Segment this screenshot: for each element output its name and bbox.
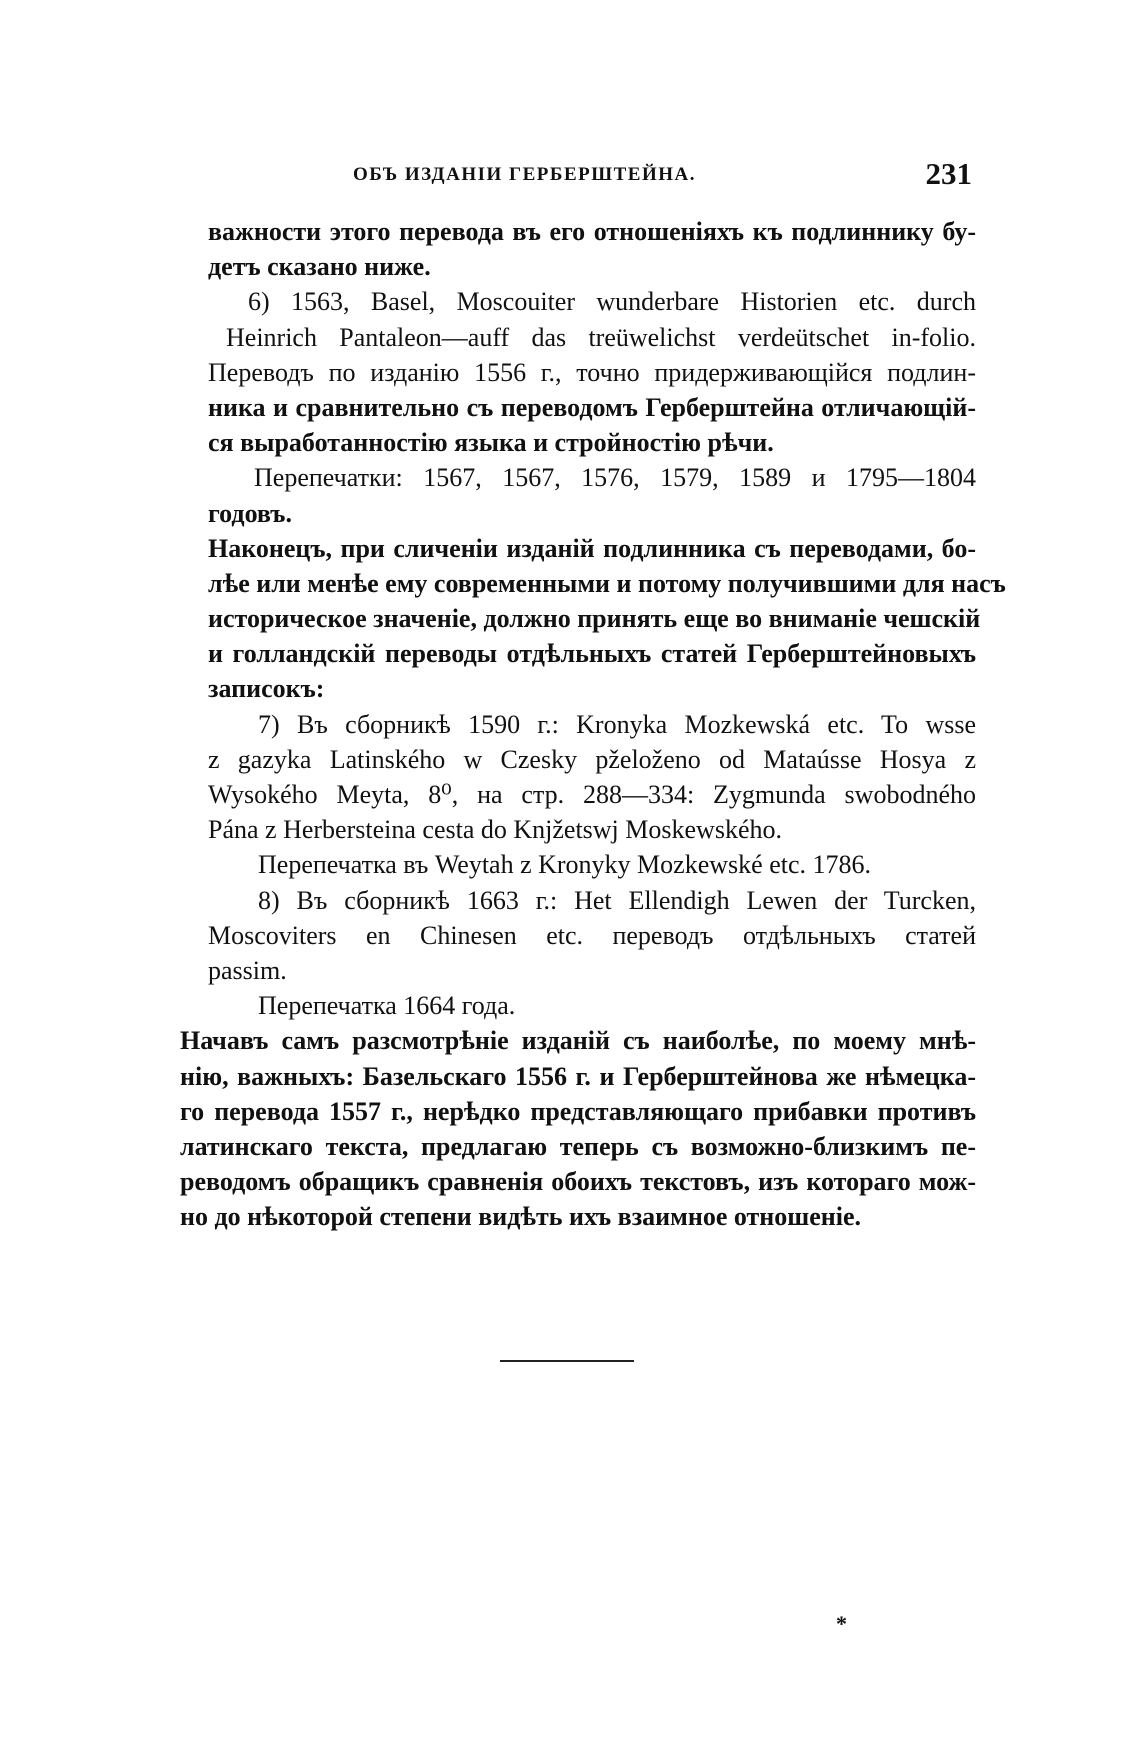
text-line: ника и сравнительно съ переводомъ Герберштейна отличающій- [208,392,976,422]
text-line: годовъ. [208,498,292,528]
text-line: Wysokého Meyta, 8⁰, на стр. 288—334: Zygmunda swobodného [208,780,976,809]
text-line: Переводъ по изданію 1556 г., точно придерживающійся подлин- [208,357,976,387]
body-text [180,214,1006,1234]
text-line: Pána z Herbersteina cesta do Knjžetswj Moskewského. [208,815,782,845]
text-line: ся выработанностію языка и стройностію рѣчи. [208,428,774,458]
text-line: историческое значеніе, должно принять еще во вниманіе чешскій [208,604,981,634]
text-line: го перевода 1557 г., нерѣдко представляющаго прибавки противъ [180,1096,976,1126]
text-line: Heinrich Pantaleon—auff das treüwelichst verdeütschet in-folio. [226,322,976,352]
page-number: 231 [925,156,972,191]
text-line: и голландскій переводы отдѣльныхъ статей Герберштейновыхъ [208,639,976,669]
text-line: латинскаго текста, предлагаю теперь съ возможно-близкимъ пе- [180,1131,976,1161]
text-line: Moscoviters en Chinesen etc. переводъ отдѣльныхъ статей [208,920,976,950]
text-line: реводомъ обращикъ сравненія обоихъ текстовъ, изъ котораго мож- [180,1167,976,1197]
text-line: Начавъ самъ разсмотрѣніе изданій съ наиболѣе, по моему мнѣ- [180,1026,976,1056]
text-line: Перепечатки: 1567, 1567, 1576, 1579, 1589 и 1795—1804 [254,463,976,493]
page-header [210,158,980,198]
text-line: passim. [208,955,287,985]
text-line: z gazyka Latinského w Czesky pželoženo od Mataússe Hosya z [208,744,976,774]
text-line: лѣе или менѣе ему современными и потому получившими для насъ [208,568,1006,598]
section-divider [500,1360,634,1362]
text-line: детъ сказано ниже. [208,252,431,282]
text-line: 7) Въ сборникѣ 1590 г.: Kronyka Mozkewská etc. To wsse [258,709,976,739]
text-line: записокъ: [208,674,325,704]
text-line: Перепечатка въ Weytah z Kronyky Mozkewské etc. 1786. [258,850,871,880]
running-title: ОБЪ ИЗДАНІИ ГЕРБЕРШТЕЙНА. [353,164,696,185]
footer-mark: * [836,1611,847,1636]
text-line: Перепечатка 1664 года. [258,991,516,1021]
text-line: 6) 1563, Basel, Moscouiter wunderbare Historien etc. durch [248,287,976,317]
text-line: нію, важныхъ: Базельскаго 1556 г. и Герберштейнова же нѣмецка- [180,1061,976,1091]
text-line: но до нѣкоторой степени видѣть ихъ взаимное отношеніе. [180,1202,862,1232]
text-line: 8) Въ сборникѣ 1663 г.: Het Ellendigh Lewen der Turcken, [258,885,976,915]
text-line: важности этого перевода въ его отношеніяхъ къ подлиннику бу- [208,217,976,246]
text-line: Наконецъ, при сличеніи изданій подлинника съ переводами, бо- [208,533,976,563]
